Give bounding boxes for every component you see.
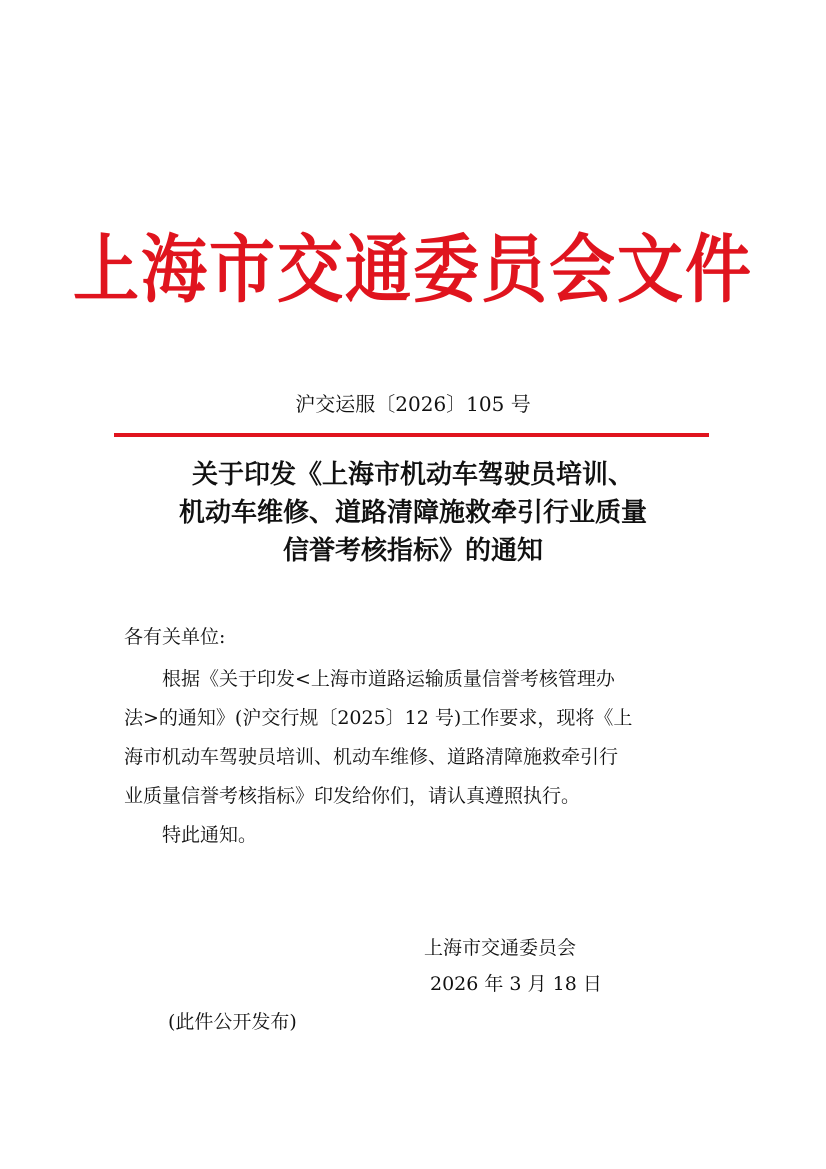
- publish-note: (此件公开发布): [168, 1011, 297, 1033]
- body-line: 根据《关于印发<上海市道路运输质量信誉考核管理办: [162, 668, 615, 690]
- body-line: 法>的通知》(沪交行规〔2025〕12 号)工作要求，现将《上: [124, 707, 633, 729]
- body-line: 海市机动车驾驶员培训、机动车维修、道路清障施救牵引行: [124, 746, 619, 768]
- title-line: 机动车维修、道路清障施救牵引行业质量: [178, 498, 647, 528]
- document-number: 沪交运服〔2026〕105 号: [295, 392, 531, 416]
- issuer-signature: 上海市交通委员会: [424, 937, 577, 959]
- addressee: 各有关单位:: [124, 626, 226, 648]
- title-line: 关于印发《上海市机动车驾驶员培训、: [191, 460, 634, 490]
- body-line: 业质量信誉考核指标》印发给你们，请认真遵照执行。: [124, 785, 581, 807]
- document-masthead: 上海市交通委员会文件: [73, 225, 753, 313]
- title-line: 信誉考核指标》的通知: [282, 536, 543, 566]
- red-divider-line: [114, 433, 709, 437]
- document-title: [100, 456, 726, 570]
- issue-date: 2026 年 3 月 18 日: [430, 973, 602, 995]
- document-body: [124, 660, 708, 855]
- closing-line: 特此通知。: [162, 824, 258, 846]
